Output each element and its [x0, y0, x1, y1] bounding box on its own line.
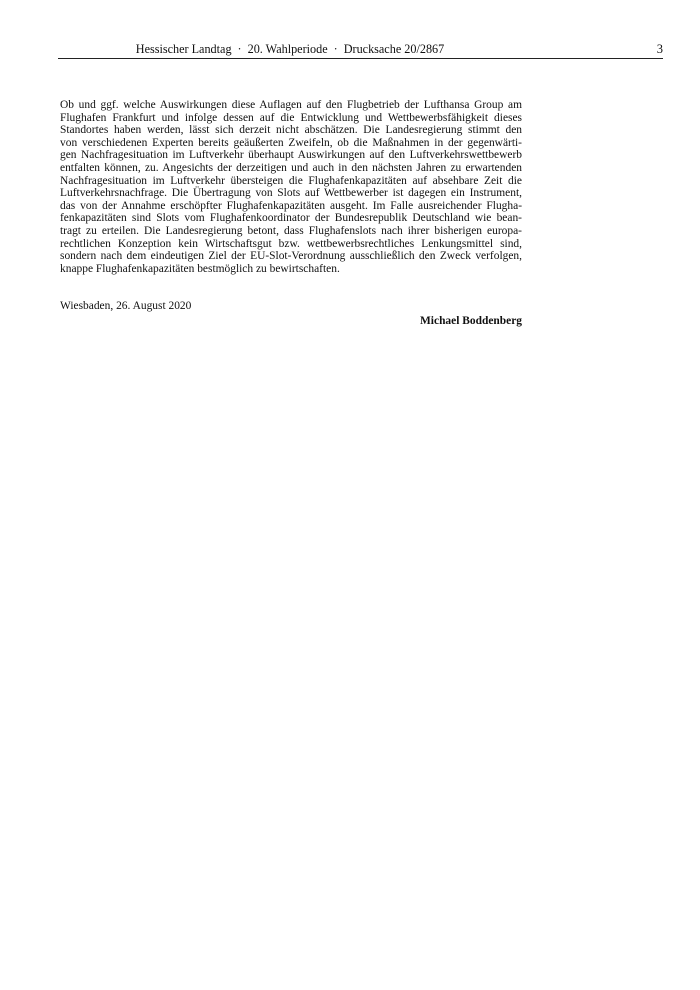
header-title [58, 41, 522, 57]
paragraph-line: von verschiedenen Experten bereits geäußerten Zweifeln, ob die Maßnahmen in der gegenwärti- [60, 136, 522, 149]
header-period: 20. Wahlperiode [247, 42, 328, 56]
paragraph-line: Nachfragesituation im Luftverkehr übersteigen die Flughafenkapazitäten auf absehbare Zeit die [60, 174, 522, 187]
header-rule [58, 58, 663, 59]
paragraph-line: das von der Annahme erschöpfter Flughafenkapazitäten ausgeht. Im Falle ausreichender Flugha- [60, 199, 522, 212]
header-publisher: Hessischer Landtag [135, 42, 232, 56]
paragraph-line: gen Nachfragesituation im Luftverkehr überhaupt Auswirkungen auf den Luftverkehrswettbewerb [60, 149, 522, 162]
paragraph-line: knappe Flughafenkapazitäten bestmöglich zu bewirtschaften. [60, 262, 340, 275]
header-separator: · [333, 42, 338, 56]
paragraph-line: sondern nach dem eindeutigen Ziel der EU-Slot-Verordnung ausschließlich den Zweck verfolgen, [60, 250, 522, 263]
header-print-number: Drucksache 20/2867 [343, 42, 445, 56]
paragraph-line: rechtlichen Konzeption kein Wirtschaftsgut bzw. wettbewerbsrechtliches Lenkungsmittel sind, [60, 237, 522, 250]
page-number: 3 [656, 42, 663, 56]
body-paragraph [60, 99, 522, 275]
paragraph-line: Standortes haben werden, lässt sich derzeit nicht abschätzen. Die Landesregierung stimmt den [60, 124, 522, 137]
paragraph-line: Luftverkehrsnachfrage. Die Übertragung von Slots auf Wettbewerber ist dagegen ein Instrument, [60, 187, 522, 200]
header-separator: · [237, 42, 242, 56]
signatory-name: Michael Boddenberg [420, 315, 522, 327]
paragraph-line: Flughafen Frankfurt und infolge dessen auf die Entwicklung und Wettbewerbsfähigkeit dieses [60, 111, 522, 124]
paragraph-line: entfalten können, zu. Angesichts der derzeitigen und auch in den nächsten Jahren zu erwartenden [60, 161, 522, 174]
page-header [58, 41, 663, 57]
paragraph-line: tragt zu erteilen. Die Landesregierung betont, dass Flughafenslots nach ihrer bisherigen europa- [60, 224, 522, 237]
paragraph-line: fenkapazitäten sind Slots vom Flughafenkoordinator der Bundesrepublik Deutschland wie bean- [60, 212, 522, 225]
paragraph-line: Ob und ggf. welche Auswirkungen diese Auflagen auf den Flugbetrieb der Lufthansa Group am [60, 99, 522, 111]
place-date: Wiesbaden, 26. August 2020 [60, 300, 192, 312]
